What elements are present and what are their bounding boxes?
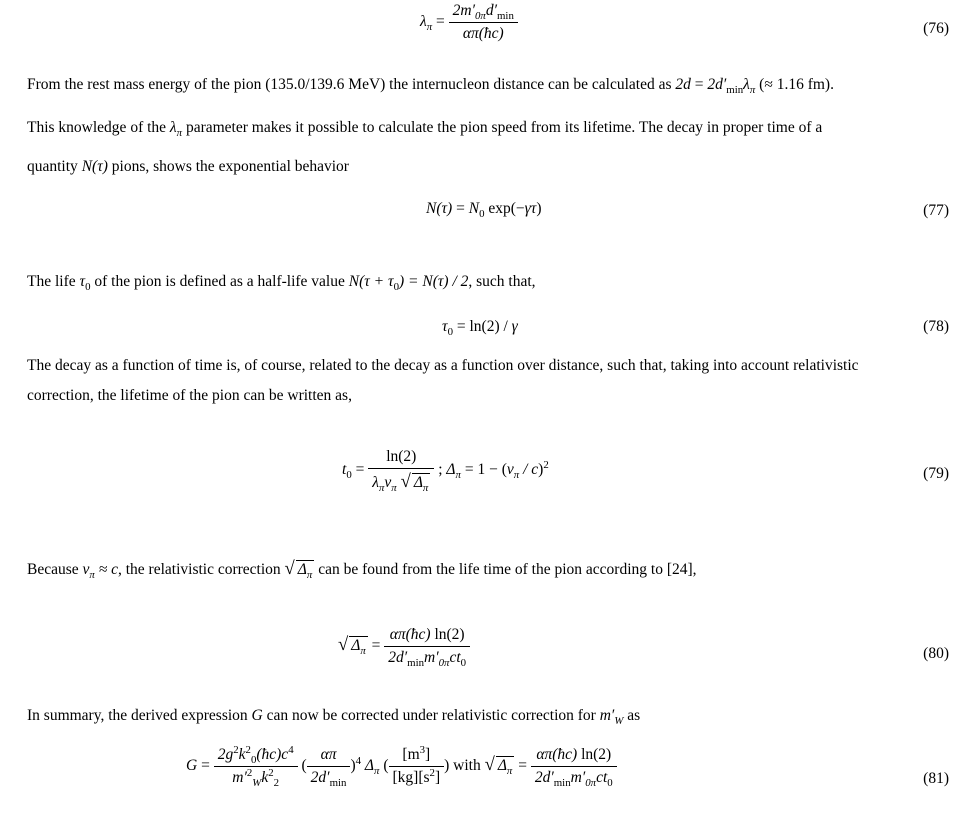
paragraph-line: Because $v_\pi \approx c$, the relativistic correction √ $\Delta_\pi$ can be found from the life time of the pion according to [24], xyxy=(27,558,697,582)
equation-79: $t_0$ = $\frac{\ln(2)}{\lambda_\pi v_\pi √ \Delta_\pi}$ ; $\Delta_\pi = 1 - (v_\pi / c)^2$ xyxy=(342,448,549,495)
paragraph-line: In summary, the derived expression G can now be corrected under relativistic correction for $m'_W$ as xyxy=(27,707,641,728)
paragraph-line: The life $\tau_0$ of the pion is defined as a half-life value $N(\tau + \tau_0) = N(\tau) / 2$, such that, xyxy=(27,273,536,294)
equation-number-76: (76) xyxy=(923,20,949,37)
paragraph-line: This knowledge of the $\lambda_\pi$ parameter makes it possible to calculate the pion speed from its lifetime. The decay in proper time of a xyxy=(27,119,823,140)
paragraph-line: From the rest mass energy of the pion (135.0/139.6 MeV) the internucleon distance can be calculated as $2d = 2d'_{min}\lambda_\pi$ (≈ 1.16 fm). xyxy=(27,76,834,97)
equation-80: √ $\Delta_\pi$ = $\frac{\alpha\pi(ħc) \ln(2)}{2d'_{min}m'_{0\pi}ct_0}$ xyxy=(338,626,470,667)
paragraph-line: quantity N(τ) pions, shows the exponential behavior xyxy=(27,158,349,175)
paragraph-line: The decay as a function of time is, of course, related to the decay as a function over distance, such that, taking into account relativistic xyxy=(27,357,859,374)
equation-81: G = $\frac{2g^2k^2_0(ħc)c^4}{m'^2_Wk^2_2}$ ( $\frac{\alpha\pi}{2d'_{min}}$ )$^4$ $\Delta_\pi$ ( $\frac{[m^3]}{[kg][s^2]}$ ) with √ $\Delta_\pi$ = $\frac{\alpha\pi(ħc) \ln(2)}{2d'_{min}m'_{0\pi}ct_0}$ xyxy=(186,746,617,787)
equation-78: $\tau_0 = \ln(2) / \gamma$ xyxy=(442,318,518,339)
equation-number-78: (78) xyxy=(923,318,949,335)
equation-76: $\lambda_\pi$ = $\frac{2m'_{0\pi}d'_{min}}{\alpha\pi(ħc)}$ xyxy=(420,2,518,43)
paragraph-line: correction, the lifetime of the pion can be written as, xyxy=(27,387,352,404)
equation-number-81: (81) xyxy=(923,770,949,787)
equation-number-79: (79) xyxy=(923,465,949,482)
equation-number-77: (77) xyxy=(923,202,949,219)
equation-number-80: (80) xyxy=(923,645,949,662)
equation-77: $N(\tau) = N_0$ exp(−γτ) xyxy=(426,200,542,221)
